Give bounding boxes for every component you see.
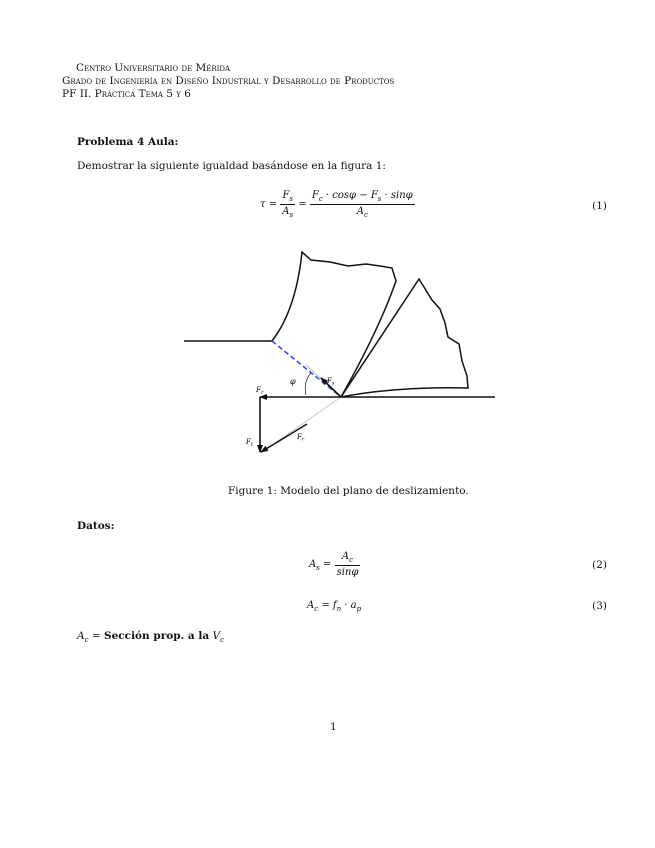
equation-1-number: (1) (592, 200, 607, 212)
section-definition: $A_c$ = Sección prop. a la $V_c$ (77, 630, 224, 645)
datos-title: Datos: (77, 520, 115, 532)
figure-caption: Figure 1: Modelo del plano de deslizamiento. (228, 485, 469, 497)
equation-3: $A_c = f_n \cdot a_p$ (307, 600, 362, 613)
shear-plane-line (272, 341, 341, 397)
header-degree: Grado de Ingeniería en Diseño Industrial y Desarrollo de Productos (62, 75, 395, 87)
phi-label: φ (290, 377, 296, 386)
page-number: 1 (330, 721, 337, 733)
problem-statement: Demostrar la siguiente igualdad basándose en la figura 1: (77, 160, 386, 172)
header-institution: Centro Universitario de Mérida (76, 62, 231, 74)
fc-label: $F_c$ (256, 386, 264, 396)
fs-label: $F_s$ (327, 377, 335, 387)
equation-2: $A_s$ = $\frac{A_c}{\sin\varphi}$ (309, 551, 359, 578)
problem-title: Problema 4 Aula: (77, 136, 179, 148)
equation-1: τ = $\frac{F_s}{A_s}$ = $\frac{F_c \cdot \cos\varphi - F_s \cdot \sin\varphi}{A_c}$ (260, 190, 413, 219)
equation-2-number: (2) (592, 559, 607, 571)
equation-3-number: (3) (592, 600, 607, 612)
header-course: PF II. Práctica Tema 5 y 6 (62, 88, 191, 100)
fr-label: $F_r$ (297, 433, 305, 443)
chip-outline (272, 252, 396, 397)
ft-label: $F_t$ (246, 438, 253, 448)
tool-outline (341, 279, 468, 397)
phi-angle-arc (305, 373, 311, 395)
